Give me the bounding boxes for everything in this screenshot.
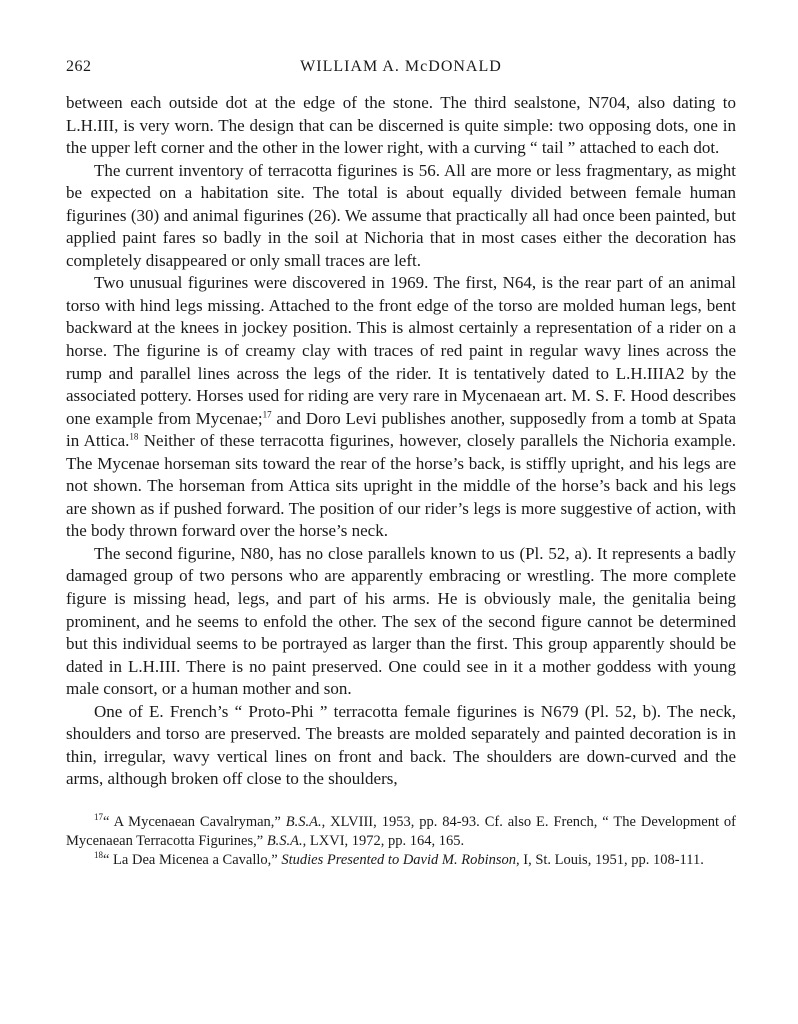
paragraph-3-part-a: Two unusual figurines were discovered in 1969. The first, N64, is the rear part of an animal torso with hind legs missing. Attached to the front edge of the torso are molded human legs, bent backward at the knees in jockey position. This is almost certainly a representation of a rider on a horse. The figurine is of creamy clay with traces of red paint in regular wavy lines across the rump and parallel lines across the legs of the rider. It is tentatively dated to L.H.IIIA2 by the associated pottery. Horses used for riding are very rare in Mycenaean art. M. S. F. Hood describes one example from Mycenae; — [66, 273, 736, 428]
document-page — [66, 58, 736, 870]
footnote-17-journal-1: B.S.A. — [285, 813, 322, 830]
footnote-17-number: 17 — [94, 812, 103, 823]
page-number: 262 — [66, 58, 92, 75]
running-head — [66, 58, 736, 82]
footnotes — [66, 813, 736, 870]
footnote-18-number: 18 — [94, 850, 103, 861]
footnote-17-text-a: “ A Mycenaean Cavalryman,” — [103, 813, 286, 830]
paragraph-3 — [66, 272, 736, 543]
footnote-17-text-c: , LXVI, 1972, pp. 164, 165. — [302, 832, 465, 849]
footnote-ref-17: 17 — [262, 409, 272, 419]
paragraph-2: The current inventory of terracotta figurines is 56. All are more or less fragmentary, as might be expected on a habitation site. The total is about equally divided between female human figurines (30) and animal figurines (26). We assume that practically all had once been painted, but applied paint fares so badly in the soil at Nichoria that in most cases either the decoration has completely disappeared or only small traces are left. — [66, 160, 736, 270]
footnote-17-text-b: , XLVIII, 1953, pp. 84-93. Cf. also E. French, “ The Development of Mycenaean Terracotta Figurines,” — [66, 813, 736, 849]
footnote-18-title: Studies Presented to David M. Robinson — [281, 851, 516, 868]
footnote-18 — [66, 851, 736, 870]
footnote-17-journal-2: B.S.A. — [266, 832, 303, 849]
paragraph-4: The second figurine, N80, has no close parallels known to us (Pl. 52, a). It represents a badly damaged group of two persons who are apparently embracing or wrestling. The more complete figure is missing head, legs, and part of his arms. He is obviously male, the genitalia being prominent, and he seems to enfold the other. The sex of the second figure cannot be determined but this individual seems to be portrayed as larger than the first. This group apparently should be dated in L.H.III. There is no paint preserved. One could see in it a mother goddess with young male consort, or a human mother and son. — [66, 543, 736, 699]
paragraph-1: between each outside dot at the edge of the stone. The third sealstone, N704, also dating to L.H.III, is very worn. The design that can be discerned is quite simple: two opposing dots, one in the upper left corner and the other in the lower right, with a curving “ tail ” attached to each dot. — [66, 93, 736, 158]
paragraph-5: One of E. French’s “ Proto-Phi ” terracotta female figurines is N679 (Pl. 52, b). The neck, shoulders and torso are preserved. The breasts are molded separately and painted decoration is in thin, irregular, wavy vertical lines on front and back. The shoulders are down-curved and the arms, although broken off close to the shoulders, — [66, 701, 736, 789]
footnote-17 — [66, 813, 736, 851]
footnote-18-text-b: , I, St. Louis, 1951, pp. 108-111. — [516, 851, 704, 868]
paragraph-3-part-b: and Doro Levi publishes another, supposedly from a tomb at Spata in Attica. — [66, 408, 736, 451]
running-title: WILLIAM A. McDONALD — [300, 58, 502, 75]
paragraph-3-part-c: Neither of these terracotta figurines, however, closely parallels the Nichoria example. The Mycenae horseman sits toward the rear of the horse’s back, is stiffly upright, and his legs are not shown. The horseman from Attica sits upright in the middle of the horse’s back and his legs are shown as if pushed forward. The position of our rider’s legs is more suggestive of action, with the body thrown forward over the horse’s neck. — [66, 431, 736, 541]
footnote-18-text-a: “ La Dea Micenea a Cavallo,” — [103, 851, 282, 868]
body-text — [66, 92, 736, 791]
footnote-ref-18: 18 — [129, 431, 139, 442]
